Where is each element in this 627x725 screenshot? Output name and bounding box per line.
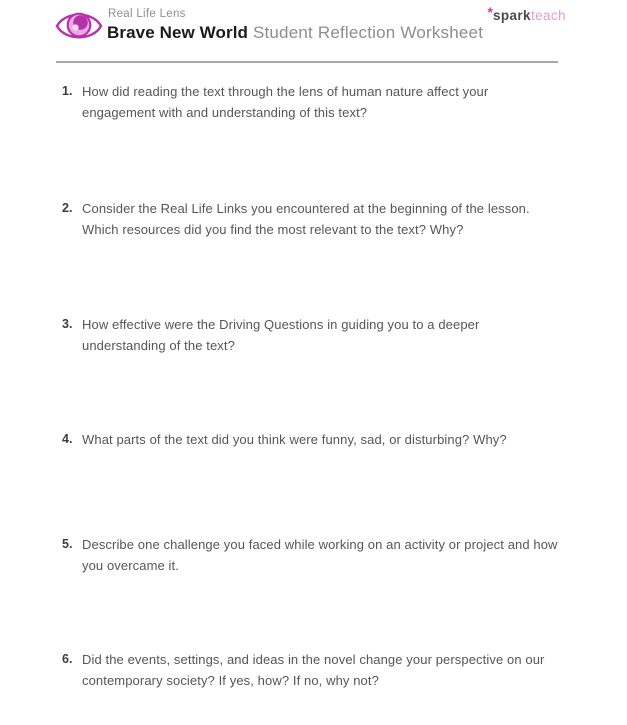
question-text: Did the events, settings, and ideas in the novel change your perspective on our contemporary society? If yes, how? If no, why not? xyxy=(82,652,545,688)
question-item-2 xyxy=(62,198,560,240)
title-book-name: Brave New World xyxy=(107,23,249,42)
eye-icon xyxy=(55,6,103,46)
header-divider xyxy=(56,61,558,63)
question-item-5 xyxy=(62,534,560,576)
asterisk-icon: * xyxy=(487,4,493,20)
question-number: 2. xyxy=(62,201,73,215)
question-text: How effective were the Driving Questions in guiding you to a deeper understanding of the text? xyxy=(82,317,480,353)
title-descriptor: Student Reflection Worksheet xyxy=(248,23,484,42)
sparkteach-logo xyxy=(487,4,566,23)
question-number: 4. xyxy=(62,432,73,446)
question-number: 3. xyxy=(62,317,73,331)
question-item-1 xyxy=(62,81,560,123)
question-number: 1. xyxy=(62,84,73,98)
question-item-6 xyxy=(62,649,560,691)
sparkteach-logo-teach: teach xyxy=(530,8,566,23)
page-title xyxy=(107,23,483,43)
question-text: Describe one challenge you faced while working on an activity or project and how you overcame it. xyxy=(82,537,558,573)
question-text: Consider the Real Life Links you encountered at the beginning of the lesson. Which resources did you find the most relevant to the text? Why? xyxy=(82,201,530,237)
question-text: What parts of the text did you think were funny, sad, or disturbing? Why? xyxy=(82,432,507,447)
question-item-3 xyxy=(62,314,560,356)
question-text: How did reading the text through the lens of human nature affect your engagement with and understanding of this text? xyxy=(82,84,489,120)
brand-label: Real Life Lens xyxy=(108,8,186,20)
question-number: 5. xyxy=(62,537,73,551)
sparkteach-logo-spark: spark xyxy=(492,8,531,23)
question-number: 6. xyxy=(62,652,73,666)
question-item-4 xyxy=(62,429,560,450)
